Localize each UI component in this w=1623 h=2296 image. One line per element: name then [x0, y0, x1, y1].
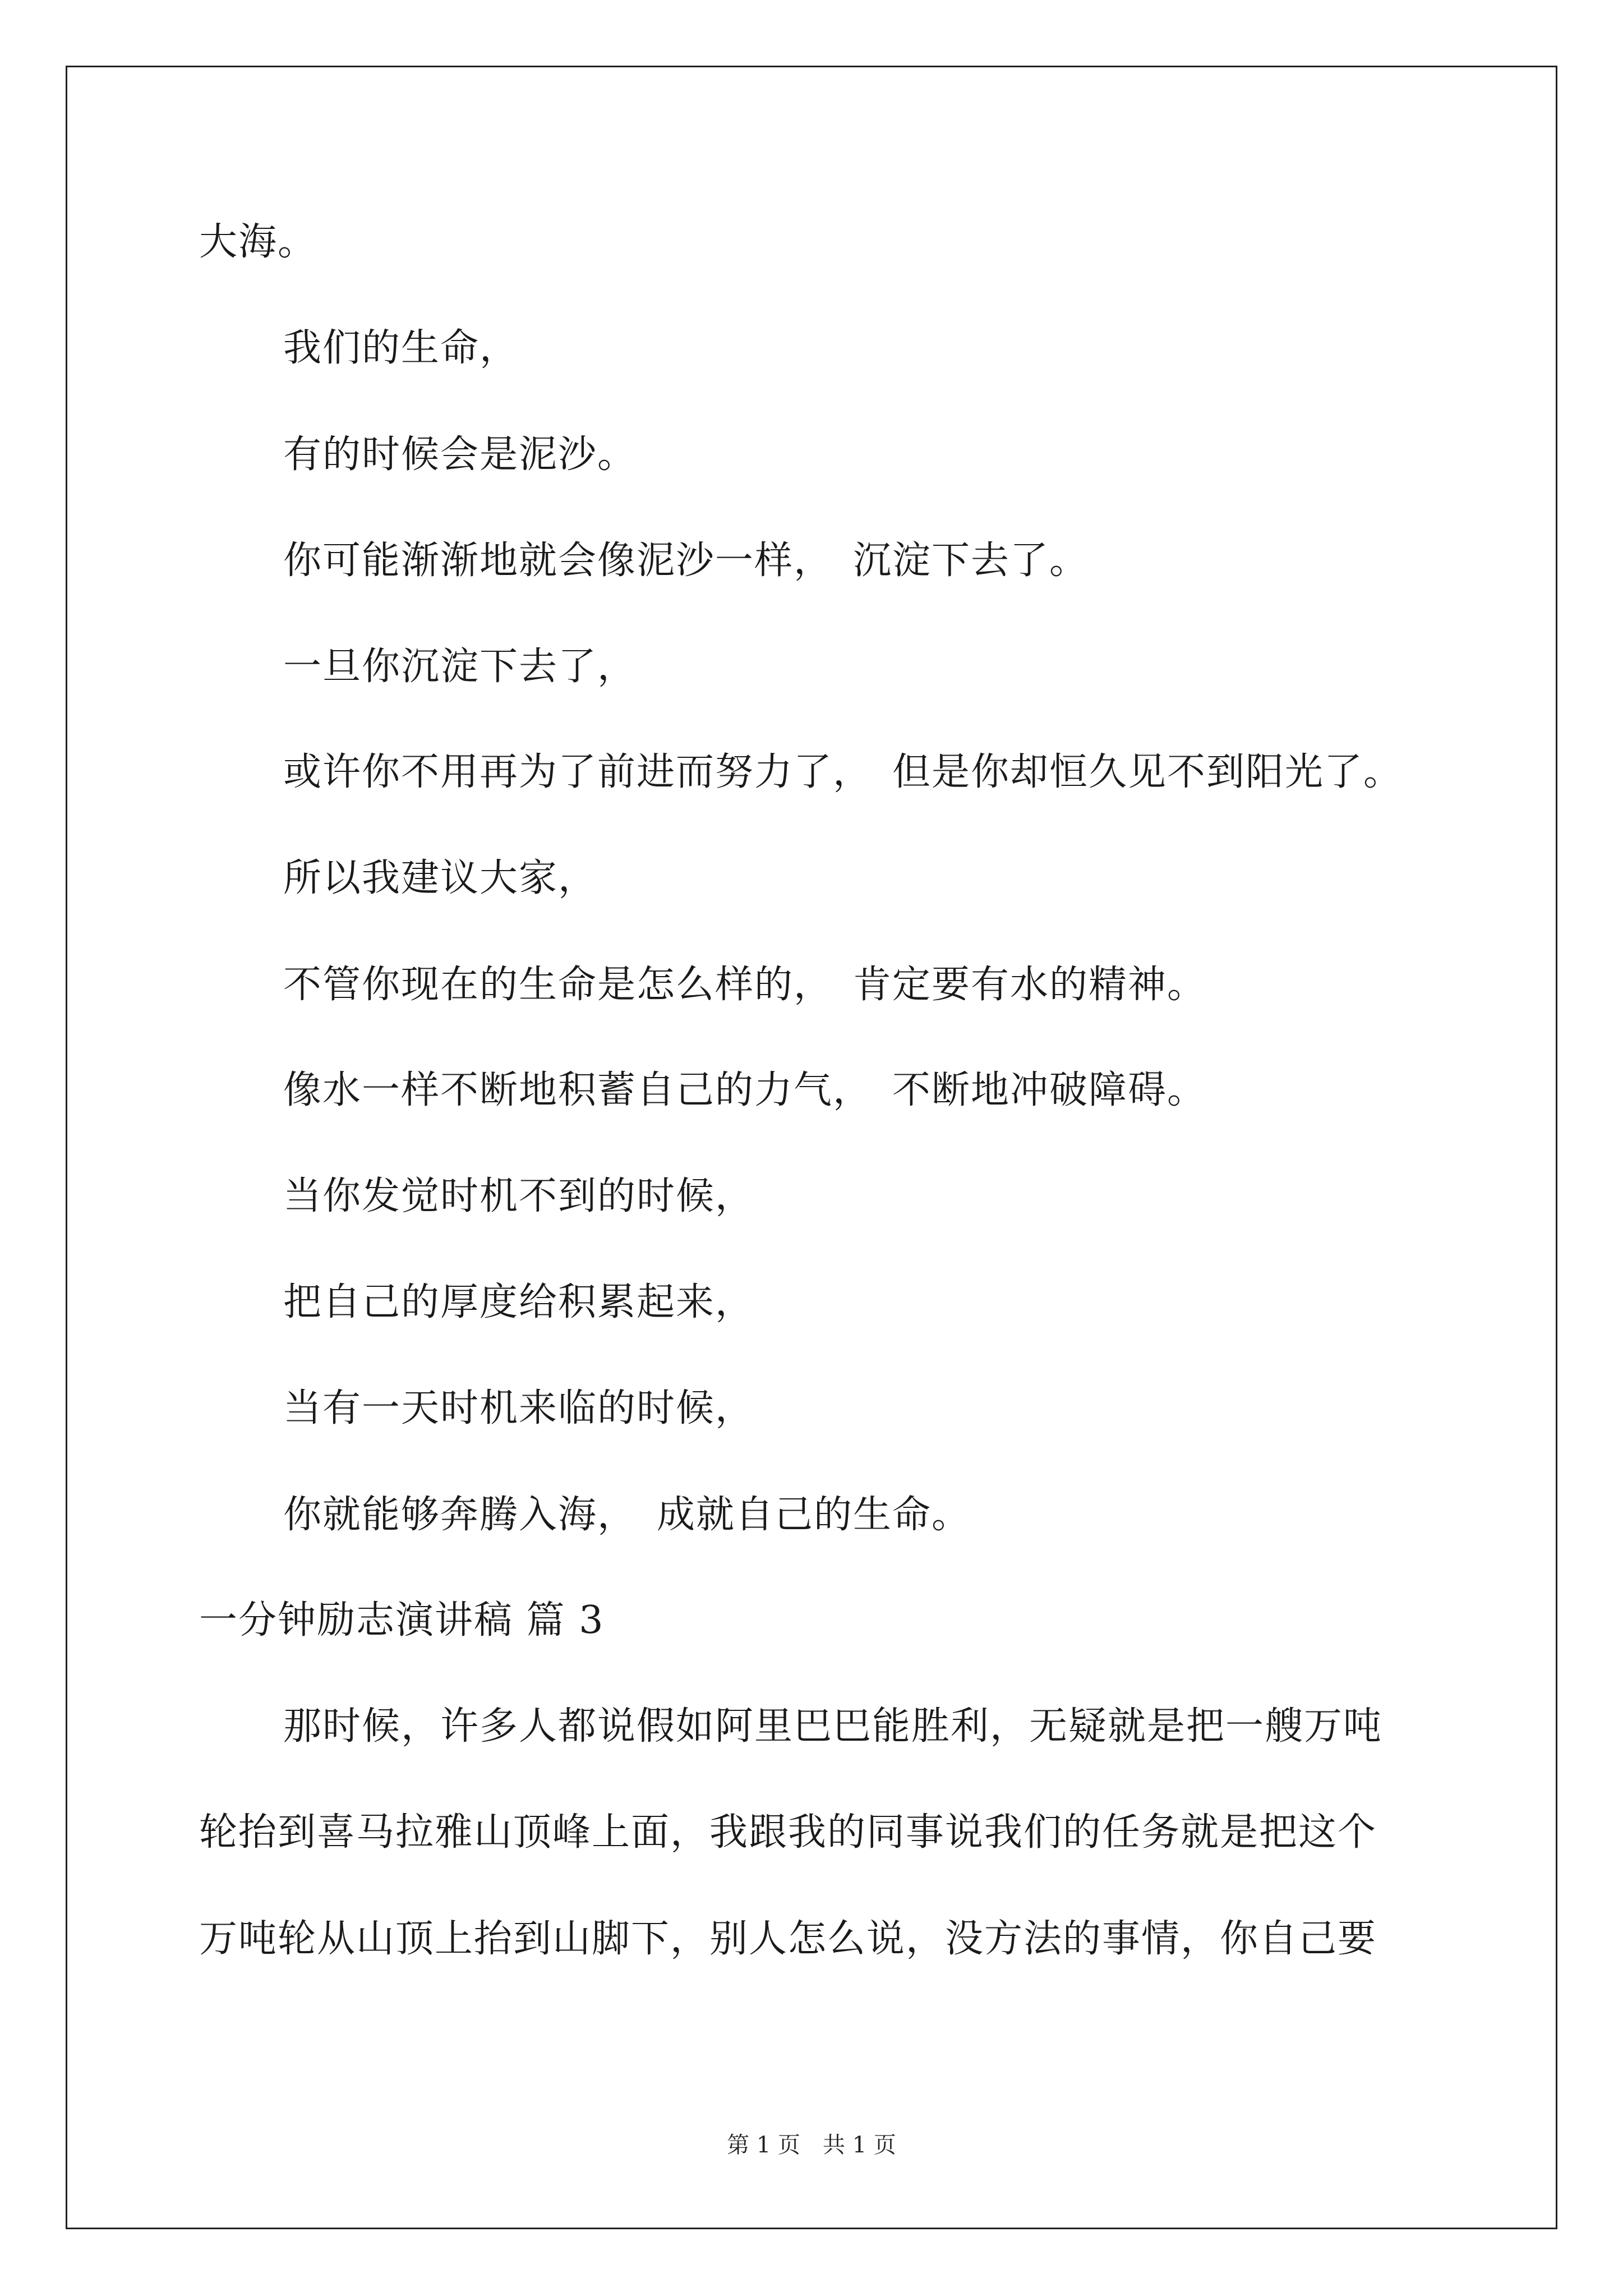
text-line: 轮抬到喜马拉雅山顶峰上面，我跟我的同事说我们的任务就是把这个 — [199, 1810, 1377, 1855]
text-line: 大海。 — [199, 220, 317, 264]
text-line: 当你发觉时机不到的时候， — [283, 1174, 755, 1218]
text-line: 万吨轮从山顶上抬到山脚下，别人怎么说，没方法的事情，你自己要 — [199, 1917, 1377, 1961]
text-line: 像水一样不断地积蓄自己的力气， 不断地冲破障碍。 — [283, 1068, 1207, 1112]
text-line: 不管你现在的生命是怎么样的， 肯定要有水的精神。 — [283, 963, 1207, 1007]
text-line: 有的时候会是泥沙。 — [283, 432, 637, 477]
text-line: 把自己的厚度给积累起来， — [283, 1280, 755, 1324]
text-line: 所以我建议大家， — [283, 856, 598, 900]
text-line: 一旦你沉淀下去了， — [283, 645, 637, 689]
text-line: 你可能渐渐地就会像泥沙一样， 沉淀下去了。 — [283, 539, 1089, 583]
text-line: 你就能够奔腾入海， 成就自己的生命。 — [283, 1493, 971, 1537]
text-line: 我们的生命， — [283, 326, 519, 370]
section-heading: 一分钟励志演讲稿 篇 3 — [199, 1598, 605, 1642]
text-line: 那时候，许多人都说假如阿里巴巴能胜利，无疑就是把一艘万吨 — [283, 1704, 1383, 1749]
text-line: 当有一天时机来临的时候， — [283, 1386, 755, 1430]
text-line: 或许你不用再为了前进而努力了， 但是你却恒久见不到阳光了。 — [283, 750, 1403, 794]
page-border — [66, 66, 1557, 2229]
page-number-footer: 第 1 页 共 1 页 — [727, 2132, 896, 2158]
